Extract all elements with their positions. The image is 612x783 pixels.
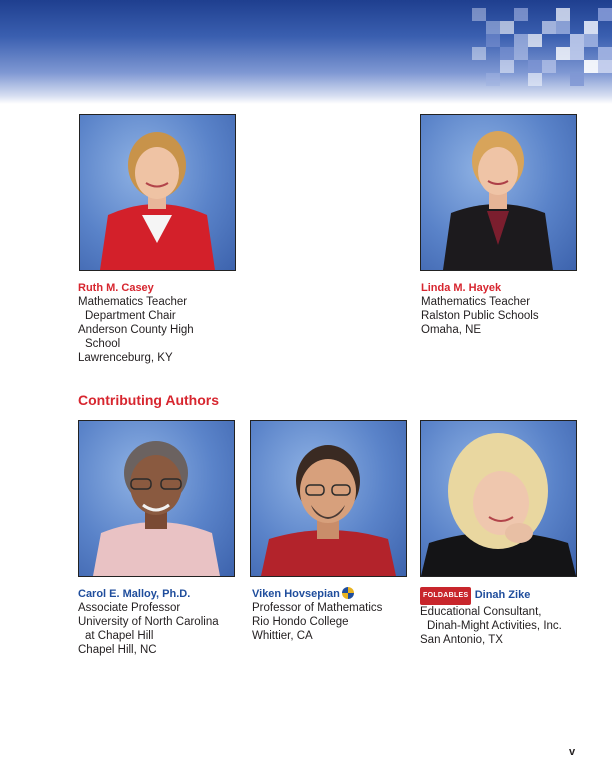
globe-icon [342, 587, 354, 599]
mosaic-tile [486, 34, 500, 47]
mosaic-tile [500, 47, 514, 60]
mosaic-tile [556, 8, 570, 21]
mosaic-tile [528, 34, 542, 47]
contributor-caption-viken-hovsepian [252, 587, 382, 643]
mosaic-tile [584, 60, 598, 73]
contributor-line: Dinah-Might Activities, Inc. [427, 620, 562, 632]
contributor-name: Carol E. Malloy, Ph.D. [78, 588, 191, 600]
contributor-name-row [420, 587, 562, 605]
author-line: Mathematics Teacher [78, 296, 188, 308]
contributor-line: Professor of Mathematics [252, 602, 383, 614]
author-caption-ruth-casey [78, 281, 194, 365]
contributor-line: University of North Carolina [78, 616, 219, 628]
mosaic-tile [486, 21, 500, 34]
mosaic-tile [528, 73, 542, 86]
contributor-name-row [252, 587, 382, 601]
page-header-banner [0, 0, 612, 104]
mosaic-tile [598, 60, 612, 73]
mosaic-tile [514, 8, 528, 21]
mosaic-tile [514, 47, 528, 60]
foldables-badge: FOLDABLES [420, 587, 471, 605]
contributor-photo-dinah-zike [420, 420, 577, 577]
contributor-line: San Antonio, TX [420, 634, 503, 646]
mosaic-tile [598, 8, 612, 21]
author-line: School [85, 338, 121, 350]
mosaic-tile [486, 73, 500, 86]
contributor-line: Chapel Hill, NC [78, 644, 157, 656]
contributor-line: at Chapel Hill [85, 630, 154, 642]
contributor-photo-carol-malloy [78, 420, 235, 577]
mosaic-tile [556, 47, 570, 60]
author-line: Omaha, NE [421, 324, 482, 336]
mosaic-tile [542, 60, 556, 73]
mosaic-tile [542, 21, 556, 34]
author-line: Mathematics Teacher [421, 296, 531, 308]
author-photo-linda-hayek [420, 114, 577, 271]
section-title: Contributing Authors [78, 392, 220, 408]
mosaic-tile [500, 21, 514, 34]
mosaic-tile [570, 73, 584, 86]
mosaic-tile [598, 47, 612, 60]
contributor-photo-viken-hovsepian [250, 420, 407, 577]
page-number: v [569, 746, 576, 758]
mosaic-tile [514, 34, 528, 47]
author-name: Ruth M. Casey [78, 282, 154, 294]
contributor-line: Associate Professor [78, 602, 181, 614]
author-caption-linda-hayek [421, 281, 539, 337]
mosaic-tile [500, 60, 514, 73]
contributor-line: Rio Hondo College [252, 616, 349, 628]
contributor-name: Viken Hovsepian [252, 588, 340, 600]
author-line: Lawrenceburg, KY [78, 352, 173, 364]
author-line: Ralston Public Schools [421, 310, 539, 322]
mosaic-tile [570, 47, 584, 60]
mosaic-tile [584, 34, 598, 47]
contributor-line: Whittier, CA [252, 630, 313, 642]
mosaic-tile [528, 60, 542, 73]
contributor-caption-dinah-zike [420, 587, 562, 647]
author-line: Department Chair [85, 310, 176, 322]
mosaic-tile [584, 21, 598, 34]
contributor-line: Educational Consultant, [420, 606, 542, 618]
contributor-name: Dinah Zike [474, 589, 531, 601]
author-name: Linda M. Hayek [421, 282, 502, 294]
mosaic-tile [570, 34, 584, 47]
mosaic-tile [472, 8, 486, 21]
header-mosaic [472, 0, 612, 104]
author-photo-ruth-casey [79, 114, 236, 271]
contributor-caption-carol-malloy [78, 587, 219, 657]
mosaic-tile [472, 47, 486, 60]
author-line: Anderson County High [78, 324, 194, 336]
mosaic-tile [556, 21, 570, 34]
